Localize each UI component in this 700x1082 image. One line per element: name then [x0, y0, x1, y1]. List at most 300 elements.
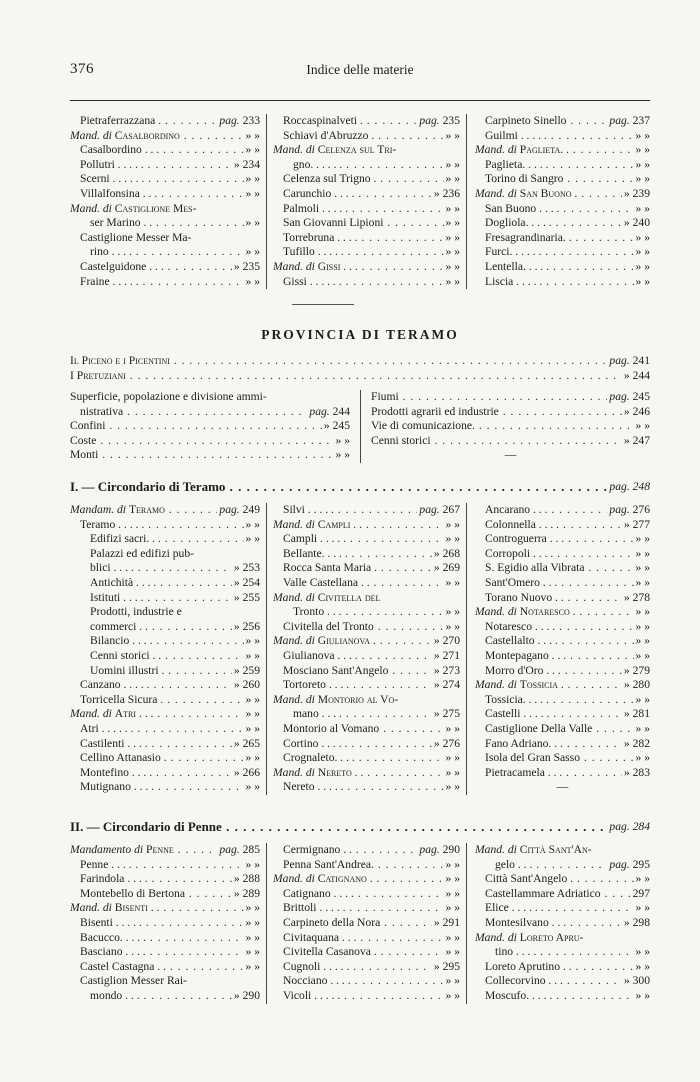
entry-name: Bisenti . . . . . . . .: [80, 916, 244, 931]
index-entry: [273, 678, 460, 693]
index-entry: [475, 649, 650, 664]
entry-name: Liscia . . . . . . . .: [485, 275, 634, 290]
entry-page: » »: [635, 143, 650, 157]
entry-page: » »: [245, 517, 260, 531]
entry-page: » 290: [233, 988, 260, 1002]
entry-name: gno. . . . . . . . .: [293, 158, 444, 173]
province-title: PROVINCIA DI TERAMO: [261, 327, 459, 342]
index-entry: [70, 503, 260, 518]
entry-page: » »: [445, 780, 460, 794]
entry-page: » »: [245, 186, 260, 200]
entry-name: Tronto . . . . . .: [293, 605, 444, 620]
index-entry: [475, 532, 650, 547]
entry-name: rino . . . . . . .: [90, 245, 244, 260]
entry-page: » 245: [323, 419, 350, 433]
entry-page: » »: [245, 751, 260, 765]
index-entry: [475, 620, 650, 635]
entry-page: » »: [635, 172, 650, 186]
index-entry: [273, 172, 460, 187]
entry-name: Castiglione Della Valle . . .: [485, 722, 634, 737]
index-entry: [70, 605, 260, 620]
entry-page: » 256: [233, 619, 260, 633]
entry-name: Mand. di Giulianova . . . .: [273, 634, 432, 649]
index-entry: [70, 390, 350, 405]
index-entry: [475, 751, 650, 766]
entry-name: Torano Nuovo . . . . .: [485, 591, 622, 606]
index-entry: [70, 620, 260, 635]
index-entry: [70, 931, 260, 946]
entry-name: Tufillo . . . . . . . .: [283, 245, 444, 260]
entry-name: Mand. di Catignano . . . .: [273, 872, 444, 887]
entry-name: Loreto Aprutino . . . . .: [485, 960, 634, 975]
entry-page: » »: [445, 157, 460, 171]
entry-name: Cermignano . . . . .: [283, 843, 417, 858]
entry-name: Ancarano . . . . . .: [485, 503, 607, 518]
entry-name: Schiavi d'Abruzzo . . . .: [283, 129, 444, 144]
entry-page: pag. 290: [419, 843, 460, 856]
page-title: Indice delle materie: [306, 62, 414, 77]
entry-name: Montepagano . . . . . .: [485, 649, 634, 664]
entry-page: [258, 974, 260, 989]
entry-page: » »: [445, 619, 460, 633]
index-column-1: [70, 843, 266, 1004]
index-entry: [475, 172, 650, 187]
index-entry: [475, 707, 650, 722]
entry-page: » 259: [233, 663, 260, 677]
index-entry: [273, 737, 460, 752]
entry-name: Civitella Casanova . . . .: [283, 945, 444, 960]
entry-name: Fraine . . . . . . . .: [80, 275, 244, 290]
index-entry: [475, 916, 650, 931]
index-entry: [70, 872, 260, 887]
index-entry: [273, 216, 460, 231]
entry-name: Bilancio . . . . . . .: [90, 634, 244, 649]
index-entry: [70, 707, 260, 722]
entry-name: Pollutri . . . . . . . .: [80, 158, 232, 173]
entry-page: » 254: [233, 575, 260, 589]
entry-page: » »: [445, 216, 460, 230]
entry-name: Roccaspinalveti . . . .: [283, 114, 417, 129]
entry-name: Carpineto della Nora . . .: [283, 916, 432, 931]
entry-page: pag. 241: [609, 354, 650, 367]
index-entry: [475, 547, 650, 562]
index-entry: [475, 858, 650, 873]
end-dash: —: [504, 448, 517, 462]
entry-name: Tortoreto . . . . . . .: [283, 678, 432, 693]
index-entry: [371, 419, 650, 434]
index-entry: [475, 275, 650, 290]
entry-name: Coste . . .: [70, 434, 334, 449]
index-entry: [70, 576, 260, 591]
entry-name: tino . . . . . . .: [495, 945, 634, 960]
entry-name: Mand. di Gissi . . . . . .: [273, 260, 444, 275]
index-entry: [70, 887, 260, 902]
index-entry: [273, 231, 460, 246]
index-entry: [273, 872, 460, 887]
entry-name: Mand. di Campli . . . . .: [273, 518, 444, 533]
entry-name: Civitella del Tronto . . .: [283, 620, 444, 635]
index-entry: [70, 649, 260, 664]
entry-page: » »: [445, 172, 460, 186]
index-entry: [273, 518, 460, 533]
circondario-title: I. — Circondario di Teramo . . .: [70, 478, 607, 495]
index-entry: [273, 547, 460, 562]
index-entry: [273, 260, 460, 275]
index-entry: [70, 780, 260, 795]
entry-page: » »: [445, 872, 460, 886]
index-entry: [273, 916, 460, 931]
index-entry: [475, 872, 650, 887]
entry-name: Civitaquana . . . . . .: [283, 931, 444, 946]
index-entry: [70, 591, 260, 606]
index-entry: [70, 172, 260, 187]
entry-page: » »: [635, 230, 650, 244]
section-divider: [292, 304, 354, 305]
index-column-2: [266, 114, 466, 289]
entry-name: S. Egidio alla Vibrata . . .: [485, 561, 634, 576]
entry-name: Castiglione Messer Ma-: [80, 230, 192, 244]
entry-page: » »: [445, 230, 460, 244]
entry-page: » »: [445, 751, 460, 765]
entry-name: Brittoli . . . . . . . .: [283, 901, 444, 916]
entry-page: » »: [245, 780, 260, 794]
entry-name: Corropoli . . . . . . .: [485, 547, 634, 562]
index-block-penne: [70, 843, 650, 1004]
entry-page: » 269: [433, 561, 460, 575]
index-entry: [70, 143, 260, 158]
entry-name: Mand. di Notaresco . . . .: [475, 605, 634, 620]
entry-page: pag. 237: [609, 114, 650, 127]
entry-name: Prodotti, industrie e: [90, 605, 182, 619]
entry-page: [458, 143, 460, 158]
index-entry: [475, 187, 650, 202]
entry-name: Edifizi sacri. . . . . .: [90, 532, 244, 547]
entry-page: » »: [445, 901, 460, 915]
entry-name: Giulianova . . . . . . .: [283, 649, 432, 664]
entry-page: » »: [245, 857, 260, 871]
entry-name: Colonnella . . . . . . .: [485, 518, 622, 533]
entry-name: ser Marino . . . . .: [90, 216, 244, 231]
entry-page: » »: [635, 721, 650, 735]
entry-page: » 239: [623, 186, 650, 200]
index-entry: [273, 989, 460, 1004]
entry-page: » »: [635, 245, 650, 259]
index-entry: [273, 931, 460, 946]
entry-page: » »: [245, 143, 260, 157]
entry-page: pag. 295: [609, 857, 650, 871]
index-block-teramo: [70, 503, 650, 795]
entry-page: » »: [445, 274, 460, 288]
entry-name: commerci . . . . .: [90, 620, 232, 635]
entry-page: » »: [245, 245, 260, 259]
entry-name: Montebello di Bertona . . .: [80, 887, 232, 902]
entry-page: » 273: [433, 663, 460, 677]
entry-name: Pietraferrazzana . . . .: [80, 114, 217, 129]
entry-page: » »: [635, 605, 650, 619]
entry-name: Palazzi ed edifizi pub-: [90, 546, 194, 560]
index-entry: [475, 605, 650, 620]
index-entry: [273, 503, 460, 518]
index-entry: [70, 405, 350, 420]
entry-name: Mand. di Celenza sul Tri-: [273, 143, 397, 157]
entry-name: Basciano . . . . . . .: [80, 945, 244, 960]
index-entry: [70, 916, 260, 931]
entry-name: Montorio al Vomano . . .: [283, 722, 444, 737]
entry-page: » »: [245, 959, 260, 973]
index-entry: [475, 989, 650, 1004]
entry-name: Vicoli . . . . . . . .: [283, 989, 444, 1004]
entry-page: » »: [245, 216, 260, 230]
entry-name: Mand. di Nereto . . . . .: [273, 766, 444, 781]
index-entry: [475, 931, 650, 946]
entry-name: Furci. . . . . . . . .: [485, 245, 634, 260]
entry-page: » 298: [623, 915, 650, 929]
index-entry: [273, 974, 460, 989]
entry-name: Mand. di Città Sant'An-: [475, 843, 592, 856]
entry-name: Vie di comunicazione. . . .: [371, 419, 634, 434]
entry-name: Campli . . . . . . . .: [283, 532, 444, 547]
index-entry: [475, 561, 650, 576]
entry-name: San Giovanni Lipioni . . .: [283, 216, 444, 231]
index-entry: [371, 390, 650, 405]
entry-name: Valle Castellana . . . . .: [283, 576, 444, 591]
entry-page: » 265: [233, 736, 260, 750]
entry-page: » »: [445, 605, 460, 619]
index-entry: [273, 187, 460, 202]
index-entry: [273, 751, 460, 766]
entry-name: Mandamento di Penne . . .: [70, 843, 217, 858]
circondario-page: pag. 284: [609, 820, 650, 833]
entry-page: » 283: [623, 765, 650, 779]
index-entry: [475, 664, 650, 679]
index-entry: [70, 369, 650, 384]
entry-name: Teramo . . . . . . . .: [80, 518, 244, 533]
entry-page: » »: [445, 945, 460, 959]
index-entry: [70, 858, 260, 873]
entry-name: Palmoli . . . . . . . .: [283, 202, 444, 217]
index-entry: [371, 405, 650, 420]
index-entry: [475, 260, 650, 275]
index-entry: [70, 260, 260, 275]
entry-page: » 244: [623, 368, 650, 382]
entry-page: » 235: [233, 259, 260, 273]
index-entry: [70, 737, 260, 752]
index-entry: [70, 231, 260, 246]
entry-name: Tossicia. . . . . . . .: [485, 693, 634, 708]
entry-page: » »: [635, 692, 650, 706]
index-entry: [475, 887, 650, 902]
entry-name: Cenni storici . . . . .: [90, 649, 244, 664]
entry-page: » 260: [233, 678, 260, 692]
entry-page: 297: [632, 886, 650, 900]
index-entry: [70, 664, 260, 679]
index-entry: [70, 843, 260, 858]
index-entry: [273, 664, 460, 679]
index-entry: [273, 129, 460, 144]
index-entry: [475, 974, 650, 989]
index-entry: [70, 275, 260, 290]
entry-name: Mand. di Civitella del: [273, 590, 381, 604]
entry-page: » »: [445, 201, 460, 215]
entry-page: » »: [245, 692, 260, 706]
entry-name: Penne . . . . . . .: [80, 858, 244, 873]
entry-page: » 288: [233, 872, 260, 886]
entry-page: [258, 547, 260, 562]
index-entry: [475, 518, 650, 533]
index-entry: [70, 245, 260, 260]
circondario-page: pag. 248: [609, 480, 650, 493]
entry-page: » 271: [433, 648, 460, 662]
index-entry: [273, 561, 460, 576]
entry-name: mano . . . . . . .: [293, 707, 432, 722]
index-entry: [273, 945, 460, 960]
entry-name: Mand. di San Buono . . . .: [475, 187, 622, 202]
index-column-1: [70, 503, 266, 795]
entry-page: » »: [635, 274, 650, 288]
entry-name: Silvi . . . . . . . .: [283, 503, 417, 518]
entry-page: » 276: [433, 736, 460, 750]
index-entry: [70, 129, 260, 144]
entry-page: » 275: [433, 707, 460, 721]
entry-name: Mand. di Bisenti . . . . .: [70, 901, 244, 916]
entry-name: Castellammare Adriatico . . .: [485, 887, 631, 902]
entry-page: pag. 235: [419, 114, 460, 127]
entry-page: » 253: [233, 561, 260, 575]
entry-name: Monti . . .: [70, 448, 334, 463]
entry-name: Confini . . .: [70, 419, 322, 434]
entry-page: » 289: [233, 886, 260, 900]
index-entry: [475, 591, 650, 606]
entry-name: Il Piceno e i Picentini . . .: [70, 354, 607, 369]
index-entry: [273, 591, 460, 606]
entry-page: » »: [635, 532, 650, 546]
entry-name: Elice . . . . . . . . .: [485, 901, 634, 916]
entry-name: Mand. di Atri . . . . . .: [70, 707, 244, 722]
entry-name: Superficie, popolazione e divisione ammi-: [70, 390, 267, 403]
entry-name: Prodotti agrarii ed industrie . . .: [371, 405, 622, 420]
entry-page: » 268: [433, 546, 460, 560]
index-column-3: [466, 843, 650, 1004]
circondario-teramo-heading: [70, 478, 650, 495]
entry-page: » »: [635, 634, 650, 648]
entry-page: » »: [335, 448, 350, 462]
index-entry: [70, 945, 260, 960]
entry-name: Lentella. . . . . . . .: [485, 260, 634, 275]
index-entry: [475, 576, 650, 591]
entry-name: Catignano . . . . . . .: [283, 887, 444, 902]
entry-name: Villalfonsina . . . . . .: [80, 187, 244, 202]
entry-name: Torino di Sangro . . .: [485, 172, 634, 187]
entry-name: Istituti . . . . . . .: [90, 591, 232, 606]
header-rule: [70, 100, 650, 101]
general-column-left: [70, 390, 360, 463]
index-entry: [70, 532, 260, 547]
index-entry: [273, 114, 460, 129]
entry-name: Farindola . . . . . . .: [80, 872, 232, 887]
index-entry: [273, 901, 460, 916]
entry-page: » »: [335, 433, 350, 447]
entry-name: Isola del Gran Sasso . . .: [485, 751, 634, 766]
index-entry: [70, 547, 260, 562]
entry-page: » »: [635, 959, 650, 973]
index-entry: [475, 693, 650, 708]
index-entry: [273, 960, 460, 975]
index-entry: [475, 766, 650, 781]
entry-name: Castelguidone . . . . . .: [80, 260, 232, 275]
entry-page: » »: [245, 648, 260, 662]
index-entry: [70, 766, 260, 781]
entry-name: blici . . . . . . .: [90, 561, 232, 576]
index-entry: [70, 419, 350, 434]
entry-page: » »: [445, 886, 460, 900]
entry-page: » »: [245, 634, 260, 648]
index-entry: [273, 780, 460, 795]
index-entry: [70, 561, 260, 576]
entry-name: Castellalto . . . . . . .: [485, 634, 634, 649]
entry-page: [258, 202, 260, 217]
index-entry: [70, 518, 260, 533]
circondario-penne-heading: [70, 818, 650, 835]
index-entry: [273, 766, 460, 781]
entry-name: Fresagrandinaria. . . . .: [485, 231, 634, 246]
entry-name: Castilenti . . . . . . .: [80, 737, 232, 752]
entry-page: pag. 249: [219, 503, 260, 516]
entry-page: » »: [445, 765, 460, 779]
entry-name: Mand. di Loreto Apru-: [475, 930, 584, 944]
entry-name: Mutignano . . . . . . .: [80, 780, 244, 795]
entry-name: Pietracamela . . . . . .: [485, 766, 622, 781]
entry-name: Bacucco. . . . . . . .: [80, 931, 244, 946]
index-entry: [475, 960, 650, 975]
index-entry: [273, 887, 460, 902]
index-entry: [70, 678, 260, 693]
index-entry: [273, 858, 460, 873]
entry-page: » 282: [623, 736, 650, 750]
entry-page: » 281: [623, 707, 650, 721]
index-column-3: [466, 114, 650, 289]
entry-page: » »: [445, 245, 460, 259]
province-general-block: [70, 390, 650, 463]
entry-page: » »: [445, 974, 460, 988]
entry-name: Celenza sul Trigno . . . .: [283, 172, 444, 187]
entry-name: Mand. di Castiglione Mes-: [70, 201, 197, 215]
entry-page: » »: [445, 930, 460, 944]
index-column-2: [266, 843, 466, 1004]
entry-page: [648, 931, 650, 946]
entry-name: Dogliola. . . . . . . .: [485, 216, 622, 231]
index-entry: [70, 354, 650, 369]
entry-name: Fiumi . . .: [371, 390, 607, 405]
entry-name: Sant'Omero . . . . . .: [485, 576, 634, 591]
index-entry: [475, 129, 650, 144]
entry-name: Nocciano . . . . . . .: [283, 974, 444, 989]
index-entry: [70, 634, 260, 649]
entry-page: » »: [245, 128, 260, 142]
entry-name: Canzano . . . . . . . .: [80, 678, 232, 693]
index-entry: [70, 974, 260, 989]
entry-page: » 274: [433, 678, 460, 692]
entry-page: » »: [245, 930, 260, 944]
index-entry: [475, 114, 650, 129]
entry-page: [458, 591, 460, 606]
entry-page: » 255: [233, 590, 260, 604]
index-entry: [273, 620, 460, 635]
entry-page: pag. 276: [609, 503, 650, 516]
entry-name: San Buono . . . . . . .: [485, 202, 634, 217]
entry-name: Gissi . . . . . . . . .: [283, 275, 444, 290]
entry-name: Mandam. di Teramo . . .: [70, 503, 217, 518]
entry-page: » »: [445, 532, 460, 546]
